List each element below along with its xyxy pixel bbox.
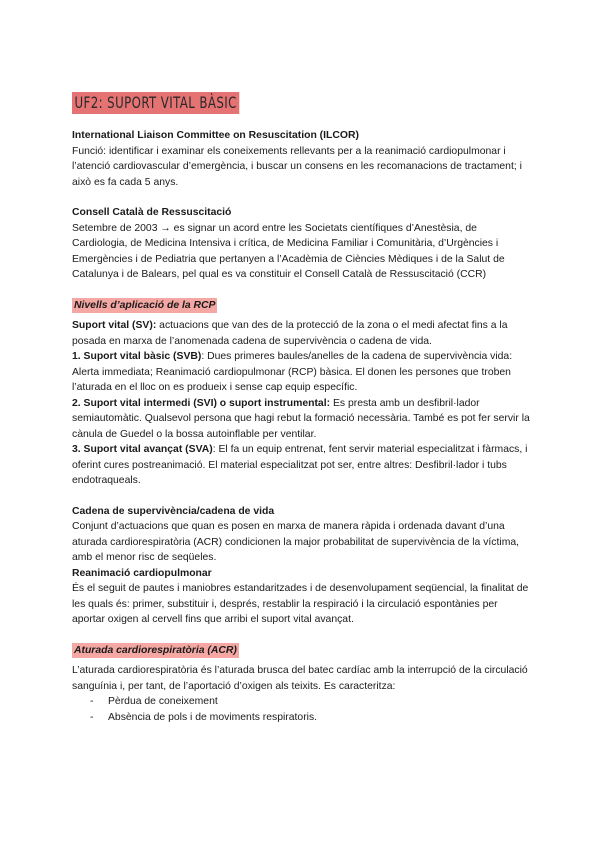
list-item: - Absència de pols i de moviments respiratoris. [72,710,532,726]
nivells-heading: Nivells d’aplicació de la RCP [72,298,217,314]
acr-text: L’aturada cardiorespiratòria és l’aturada brusca del batec cardíac amb la interrupció de la circulació sanguínia i, per tant, de l’aportació d’oxigen als teixits. Es caracteritza: [72,665,528,692]
sva-text: : El fa un equip entrenat, fent servir material especialitzat i fàrmacs, i oferint cures postreanimació. El material especialitzat pot ser, entre altres: Desfibril·lador i tubs endotraqueals. [72,444,528,486]
cadena-heading: Cadena de supervivència/cadena de vida [72,505,275,517]
acr-list [72,694,532,725]
svi-paragraph [72,396,532,443]
section-cadena [72,504,532,628]
consell-text: Setembre de 2003 → es signar un acord entre les Societats científiques d’Anestèsia, de Cardiologia, de Medicina Intensiva i crítica, de Medicina Familiar i Comunitària, d’Urgències i Emergències i de Pediatria que pertanyen a l’Acadèmia de Ciències Mèdiques i de la Salut de Catalunya i de Balears, pel qual es va constituir el Consell Català de Ressuscitació (CCR) [72,222,505,280]
section-ilcor [72,128,532,190]
svi-label: 2. Suport vital intermedi (SVI) o suport instrumental: [72,397,331,409]
svb-paragraph [72,349,532,396]
ilcor-heading: International Liaison Committee on Resuscitation (ILCOR) [72,130,359,141]
svi-text: Es presta amb un desfibril·lador semiautomàtic. Qualsevol persona que hagi rebut la formació necessària. També es pot fer servir la cànula de Guedel o la bossa autoinflable per ventilar. [72,397,530,440]
document-content [72,92,532,740]
sv-label: Suport vital (SV): [72,320,157,331]
sv-text: actuacions que van des de la protecció de la zona o el medi afectat fins a la posada en marxa de l’anomenada cadena de supervivència o cadena de vida. [72,320,508,347]
acr-heading: Aturada cardiorespiratòria (ACR) [72,643,239,659]
rcp-text: És el seguit de pautes i maniobres estandaritzades i de desenvolupament seqüencial, la finalitat de les quals és: primer, substituir i, després, restablir la respiració i la circulació espontànies per aportar oxigen al cervell fins que arribi el suport vital avançat. [72,583,529,625]
page-title: UF2: SUPORT VITAL BÀSIC [72,92,239,114]
svb-label: 1. Suport vital bàsic (SVB) [72,351,202,362]
svb-text: : Dues primeres baules/anelles de la cadena de supervivència vida: Alerta immediata; Reanimació cardiopulmonar (RCP) bàsica. El donen les persones que troben l’aturada en el lloc on es produeix i sense cap equip específic. [72,351,513,393]
section-acr [72,643,532,726]
rcp-heading: Reanimació cardiopulmonar [72,567,212,579]
sva-paragraph [72,442,532,489]
section-consell [72,205,532,283]
title-wrap [72,92,532,114]
sv-paragraph [72,318,532,349]
section-nivells [72,298,532,489]
sva-label: 3. Suport vital avançat (SVA) [72,444,213,455]
consell-heading: Consell Català de Ressuscitació [72,207,232,218]
list-item: - Pèrdua de coneixement [72,694,532,710]
cadena-text: Conjunt d’actuacions que quan es posen en marxa de manera ràpida i ordenada davant d’una aturada cardiorespiratòria (ACR) condicionen la major probabilitat de supervivència de la víctima, amb el menor risc de seqüeles. [72,521,520,563]
ilcor-text: Funció: identificar i examinar els coneixements rellevants per a la reanimació cardiopulmonar i l’atenció cardiovascular d’emergència, i buscar un consens en les recomanacions de tractament; i això es fa cada 5 anys. [72,145,522,188]
